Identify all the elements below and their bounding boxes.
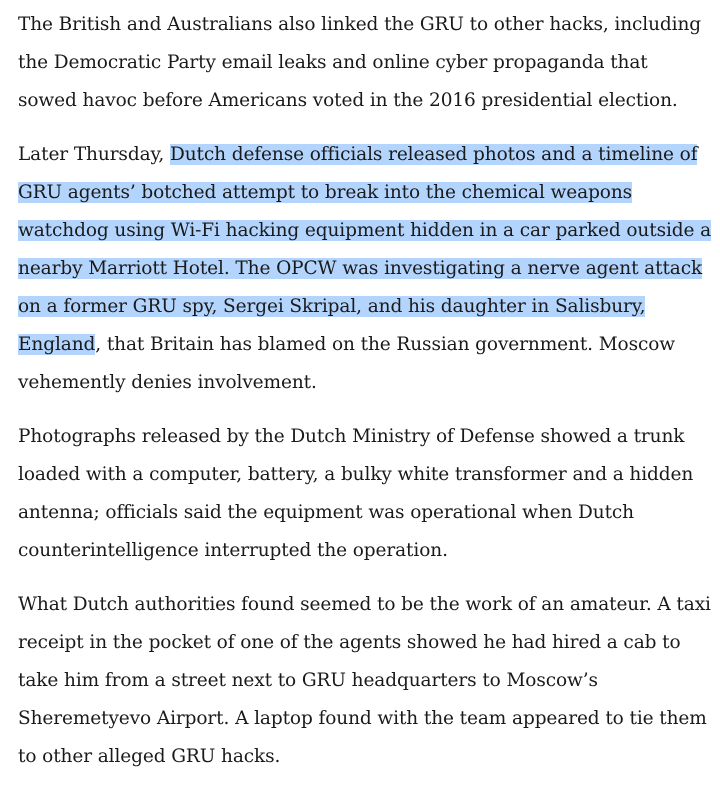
paragraph-text-before-selection: Later Thursday, <box>18 144 170 165</box>
paragraph-photographs: Photographs released by the Dutch Ministry of Defense showed a trunk loaded with a computer, battery, a bulky white transformer and a hidden antenna; officials said the equipment was operational when Dutch counterintelligence interrupted the operation. <box>18 426 694 561</box>
selected-text-highlight[interactable]: Dutch defense officials released photos and a timeline of GRU agents’ botched attempt to break into the chemical weapons watchdog using Wi-Fi hacking equipment hidden in a car parked outside a nearby Marriott Hotel. The OPCW was investigating a nerve agent attack on a former GRU spy, Sergei Skripal, and his daughter in Salisbury, England <box>18 144 712 355</box>
paragraph-amateur-work: What Dutch authorities found seemed to be the work of an amateur. A taxi receipt in the pocket of one of the agents showed he had hired a cab to take him from a street next to GRU headquarters to Moscow’s Sheremetyevo Airport. A laptop found with the team appeared to tie them to other alleged GRU hacks. <box>18 594 711 767</box>
paragraph-gru-hacks: The British and Australians also linked the GRU to other hacks, including the Democratic Party email leaks and online cyber propaganda that sowed havoc before Americans voted in the 2016 presidential election. <box>18 14 702 111</box>
paragraph-dutch-officials <box>18 136 712 402</box>
paragraph-text-after-selection: , that Britain has blamed on the Russian government. Moscow vehemently denies involvement. <box>18 334 676 393</box>
article-body <box>18 6 712 792</box>
